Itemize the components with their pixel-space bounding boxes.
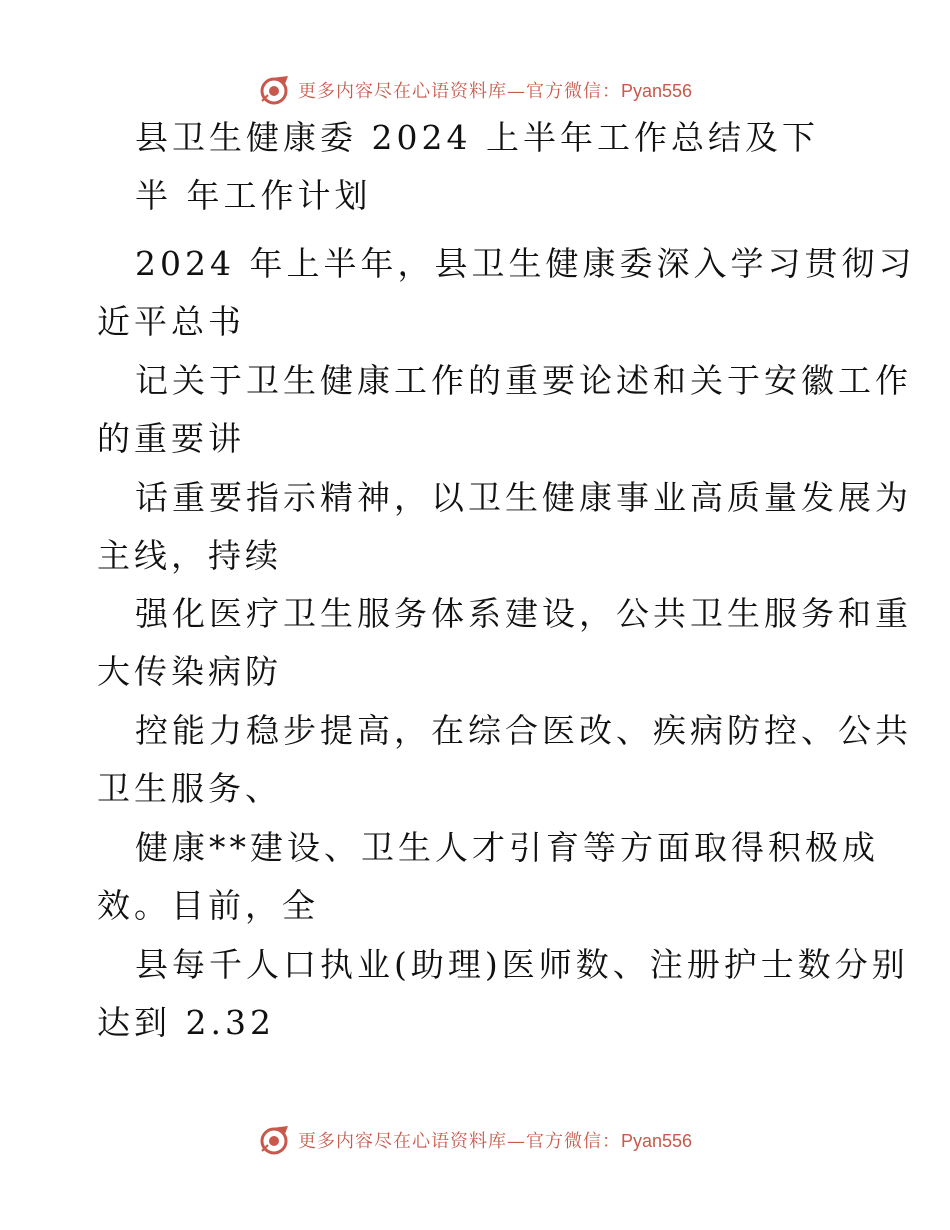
- doc-line: 近平总书: [97, 302, 245, 341]
- pen-seal-logo-icon: [258, 74, 290, 106]
- doc-line: 达到 2.32: [97, 1003, 275, 1042]
- header-banner-text: [298, 77, 692, 103]
- footer-banner-handle: Pyan556: [620, 1131, 693, 1151]
- doc-line: 记关于卫生健康工作的重要论述和关于安徽工作: [135, 361, 912, 400]
- header-banner-handle: Pyan556: [620, 81, 693, 101]
- doc-line: 县每千人口执业(助理)医师数、注册护士数分别: [135, 945, 909, 984]
- doc-line: 的重要讲: [97, 419, 245, 458]
- footer-banner: [0, 1120, 950, 1160]
- doc-line: 强化医疗卫生服务体系建设，公共卫生服务和重: [135, 594, 912, 633]
- doc-line: 话重要指示精神，以卫生健康事业高质量发展为: [135, 478, 912, 517]
- footer-banner-text: [298, 1127, 692, 1153]
- doc-line: 健康**建设、卫生人才引育等方面取得积极成: [135, 828, 879, 867]
- doc-title-line-2: 半 年工作计划: [135, 176, 372, 215]
- doc-line: 大传染病防: [97, 652, 282, 691]
- header-banner-label: 更多内容尽在心语资料库—官方微信：: [297, 81, 621, 102]
- doc-line: 主线，持续: [97, 536, 282, 575]
- doc-line: 控能力稳步提高，在综合医改、疾病防控、公共: [135, 711, 912, 750]
- pen-seal-logo-icon: [258, 1124, 290, 1156]
- footer-banner-label: 更多内容尽在心语资料库—官方微信：: [297, 1131, 621, 1152]
- doc-line: 2024 年上半年，县卫生健康委深入学习贯彻习: [135, 244, 916, 283]
- doc-line: 效。目前，全: [97, 886, 319, 925]
- header-banner: [0, 70, 950, 110]
- doc-line: 卫生服务、: [97, 769, 282, 808]
- doc-title-line-1: 县卫生健康委 2024 上半年工作总结及下: [135, 118, 819, 157]
